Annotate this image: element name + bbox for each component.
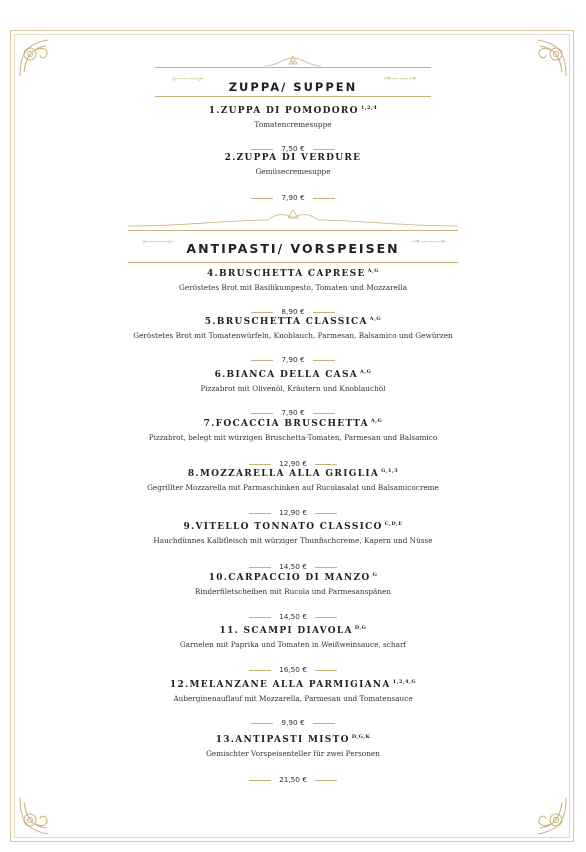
item-name: 4.BRUSCHETTA CAPRESE — [206, 269, 366, 279]
section-rule-bottom — [155, 96, 431, 97]
item-allergens: A,G — [360, 369, 372, 375]
flourish-left-icon: ⟜——⟜ — [172, 74, 205, 84]
item-allergens: G,1,3 — [381, 468, 399, 474]
menu-item — [0, 679, 586, 703]
section-rule-bottom — [128, 262, 458, 263]
menu-item — [0, 153, 586, 176]
section-rule-top — [155, 67, 431, 68]
item-price-row — [0, 408, 586, 417]
item-description: Gegrillter Mozzarella mit Parmaschinken auf Rucolasalat und Balsamicocreme — [147, 483, 439, 492]
item-price: 7,90 € — [281, 193, 305, 202]
section-title-soups: ZUPPA/ SUPPEN — [228, 80, 358, 94]
item-name: 10.CARPACCIO DI MANZO — [208, 573, 371, 583]
item-price: 7,50 € — [281, 144, 305, 153]
item-name: 2.ZUPPA DI VERDURE — [224, 153, 362, 163]
item-description: Tomatencremesuppe — [254, 120, 332, 129]
section-title-starters: ANTIPASTI/ VORSPEISEN — [186, 241, 400, 256]
item-description: Rinderfiletscheiben mit Rucola und Parmesanspänen — [194, 587, 392, 596]
corner-ornament-icon — [524, 792, 570, 838]
item-price-row — [0, 665, 586, 674]
menu-item — [0, 625, 586, 649]
item-allergens: A,G — [369, 316, 382, 322]
item-price-row — [0, 718, 586, 727]
item-allergens: 1,2,4,G — [392, 679, 417, 685]
item-name: 1.ZUPPA DI POMODORO — [208, 106, 359, 116]
section-heading — [0, 238, 586, 257]
menu-item — [0, 418, 586, 442]
item-price: 7,90 € — [281, 355, 305, 364]
item-description: Auberginenauflauf mit Mozzarella, Parmesan und Tomatensauce — [173, 694, 413, 703]
item-price-row — [0, 459, 586, 468]
item-price: 9,90 € — [281, 718, 305, 727]
item-description: Hauchdünnes Kalbfleisch mit würziger Thunfischcreme, Kapern und Nüsse — [153, 536, 433, 545]
section-divider-ornament-icon — [128, 206, 458, 228]
item-price: 21,50 € — [279, 775, 307, 784]
item-price-row — [0, 562, 586, 571]
item-price-row — [0, 355, 586, 364]
item-allergens: G — [372, 572, 378, 578]
flourish-right-icon: ⊸——⊸ — [383, 74, 417, 84]
item-price: 8,90 € — [281, 307, 305, 316]
item-allergens: D,G,K — [351, 734, 371, 740]
item-price-row — [0, 144, 586, 153]
item-name: 8.MOZZARELLA ALLA GRIGLIA — [187, 469, 380, 479]
corner-ornament-icon — [16, 792, 62, 838]
menu-item — [0, 572, 586, 596]
item-description: Gemüsecremesuppe — [255, 167, 331, 176]
item-description: Pizzabrot mit Olivenöl, Kräutern und Knoblauchöl — [200, 384, 386, 393]
flourish-right-icon: ⊸——⊸ — [412, 237, 446, 247]
section-heading — [0, 76, 586, 95]
item-price-row — [0, 612, 586, 621]
flourish-left-icon: ⟜——⟜ — [142, 237, 175, 247]
item-allergens: D,G — [354, 625, 367, 631]
menu-item — [0, 734, 586, 758]
item-name: 6.BIANCA DELLA CASA — [214, 370, 359, 380]
item-name: 7.FOCACCIA BRUSCHETTA — [203, 419, 369, 429]
item-description: Geröstetes Brot mit Basilikumpesto, Tomaten und Mozzarella — [179, 283, 407, 292]
item-name: 12.MELANZANE ALLA PARMIGIANA — [169, 680, 391, 690]
item-name: 5.BRUSCHETTA CLASSICA — [204, 317, 368, 327]
menu-item — [0, 105, 586, 129]
menu-item — [0, 316, 586, 340]
section-rule-top — [128, 230, 458, 231]
item-name: 13.ANTIPASTI MISTO — [215, 735, 350, 745]
item-price: 14,50 € — [279, 562, 307, 571]
menu-item — [0, 369, 586, 393]
item-price-row — [0, 307, 586, 316]
item-name: 9.VITELLO TONNATO CLASSICO — [183, 522, 383, 532]
menu-item — [0, 268, 586, 292]
item-description: Gemischter Vorspeisenteller für zwei Personen — [206, 749, 380, 758]
menu-item — [0, 468, 586, 492]
item-price: 7,90 € — [281, 408, 305, 417]
item-price: 14,50 € — [279, 612, 307, 621]
item-allergens: A,G — [370, 418, 383, 424]
item-price: 12,90 € — [279, 508, 307, 517]
item-price-row — [0, 193, 586, 202]
item-price-row — [0, 775, 586, 784]
item-allergens: 1,2,4 — [360, 105, 378, 111]
menu-item — [0, 521, 586, 545]
item-description: Geröstetes Brot mit Tomatenwürfeln, Knoblauch, Parmesan, Balsamico und Gewürzen — [133, 331, 453, 340]
item-description: Pizzabrot, belegt mit würzigen Bruschetta-Tomaten, Parmesan und Balsamico — [148, 433, 438, 442]
item-price: 16,50 € — [279, 665, 307, 674]
item-description: Garnelen mit Paprika und Tomaten in Weißweinsauce, scharf — [179, 640, 407, 649]
item-price: 12,90 € — [279, 459, 307, 468]
item-price-row — [0, 508, 586, 517]
item-name: 11. SCAMPI DIAVOLA — [219, 626, 353, 636]
item-allergens: A,G — [367, 268, 380, 274]
item-allergens: C,D,E — [384, 521, 403, 527]
